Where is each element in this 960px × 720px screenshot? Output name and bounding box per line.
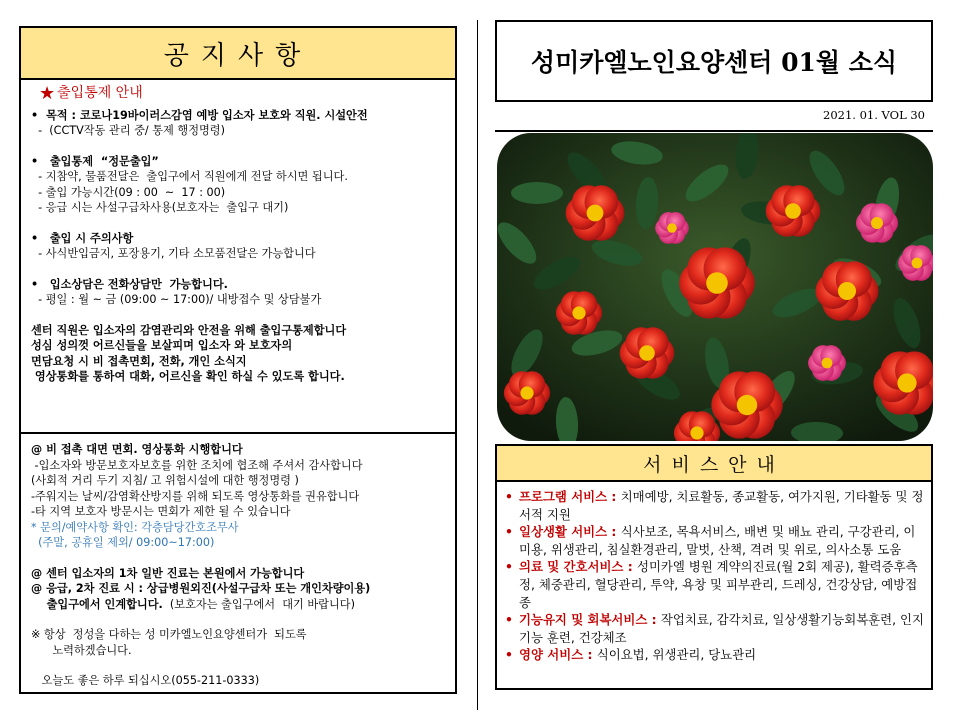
notice-line: (사회적 거리 두기 지침/ 고 위험시설에 대한 행정명령 ): [31, 474, 299, 487]
service-name: 일상생활 서비스: [519, 524, 608, 540]
camellia-flower: [504, 371, 550, 415]
service-name: 프로그램 서비스: [519, 489, 608, 504]
notice-line-bold: 출입구에서 인계합니다.: [31, 597, 163, 611]
notice-line: 면담요청 시 비 접촉면회, 전화, 개인 소식지: [31, 354, 247, 368]
line-gap: [31, 216, 451, 231]
notice-lines-2: [31, 442, 455, 689]
service-description: 치매예방, 치료활동, 종교활동, 여가지원, 기타활동 및 정서적 지원: [519, 489, 924, 522]
notice-line: [31, 597, 455, 613]
notice-line: -타 지역 보호자 방문시는 면회가 제한 될 수 있습니다: [31, 505, 291, 518]
volume-label: 2021. 01. VOL 30: [823, 108, 925, 122]
notice-line: - 출입 가능시간(09 : 00 ~ 17 : 00): [31, 185, 226, 199]
service-separator: :: [607, 524, 621, 540]
notice-line: -주워지는 날씨/감염확산방지를 위해 되도록 영상통화를 권유합니다: [31, 489, 360, 503]
notice-line: ※ 항상 정성을 다하는 성 미카엘노인요양센터가 되도록: [31, 628, 307, 641]
leaf: [511, 182, 563, 204]
notice-line: * 문의/예약사항 확인: 각층담당간호조무사: [31, 520, 239, 534]
camellia-flower: [620, 327, 675, 378]
service-description: 식사보조, 목욕서비스, 배변 및 배뇨 관리, 구강관리, 이미용, 위생관리, 침실환경관리, 말벗, 산책, 격려 및 위로, 의사소통 도움: [519, 524, 916, 557]
bullet-icon: •: [505, 524, 513, 540]
service-item: [505, 488, 925, 523]
notice-line: @ 비 접촉 대면 면회. 영상통화 시행합니다: [31, 443, 243, 456]
notice-line: - 지참약, 물품전달은 출입구에서 직원에게 전달 하시면 됩니다.: [31, 170, 348, 183]
bullet-icon: •: [505, 489, 513, 504]
notice-body: [31, 83, 451, 385]
notice-line: • 입소상담은 전화상담만 가능합니다.: [31, 277, 228, 291]
camellia-flower: [816, 261, 879, 320]
notice-line: - (CCTV작동 관리 중/ 통제 행정명령): [31, 124, 225, 137]
service-description: 작업치료, 감각치료, 일상생활기능회복훈련, 인지 기능 훈련, 건강체조: [519, 612, 924, 645]
service-separator: :: [583, 647, 597, 663]
notice-line: • 목적 : 코로나19바이러스감염 예방 입소자 보호와 직원. 시설안전: [31, 108, 368, 122]
line-gap: [31, 308, 451, 323]
section-title-label: 출입통제 안내: [57, 85, 143, 101]
services-list: [505, 488, 925, 664]
notice-line: 센터 직원은 입소자의 감염관리와 안전을 위해 출입구통제합니다: [31, 323, 347, 337]
line-gap: [31, 658, 455, 673]
service-name: 의료 및 간호서비스: [519, 559, 624, 575]
service-separator: :: [607, 489, 621, 504]
bullet-icon: •: [505, 647, 513, 663]
camellia-photo: [497, 133, 933, 441]
camellia-flower: [711, 371, 782, 438]
camellia-illustration: [497, 133, 933, 441]
notice-line: 노력하겠습니다.: [31, 643, 132, 657]
service-item: [505, 523, 925, 558]
title-rule: [495, 130, 933, 132]
line-gap: [31, 262, 451, 277]
notice-line: - 평일 : 월 ~ 금 (09:00 ~ 17:00)/ 내방접수 및 상담불가: [31, 293, 322, 306]
line-gap: [31, 139, 451, 154]
service-item: [505, 558, 925, 611]
notice-line: -입소자와 방문보호자보호를 위한 조치에 협조해 주셔서 감사합니다: [31, 458, 363, 472]
service-description: 성미카엘 병원 계약의진료(월 2회 제공), 활력증후측정, 체중관리, 혈당관리, 투약, 욕창 및 피부관리, 드레싱, 건강상담, 예방접종: [519, 559, 918, 610]
notice-line: @ 센터 입소자의 1차 일반 진료는 본원에서 가능합니다: [31, 566, 305, 580]
camellia-flower: [679, 247, 755, 318]
notice-line: 영상통화를 통하여 대화, 어르신을 확인 하실 수 있도록 합니다.: [31, 370, 345, 383]
notice-line-rest: (보호자는 출입구에서 대기 바랍니다): [162, 597, 355, 611]
service-separator: :: [623, 559, 637, 575]
camellia-flower: [856, 203, 898, 243]
column-divider: [477, 20, 478, 710]
notice-line: 오늘도 좋은 하루 되십시오(055-211-0333): [31, 674, 260, 687]
section-title: [39, 83, 451, 104]
service-item: [505, 611, 925, 646]
notice-divider: [21, 432, 455, 434]
service-name: 기능유지 및 회복서비스: [519, 612, 648, 628]
notice-line: • 출입 시 주의사항: [31, 231, 134, 245]
service-description: 식이요법, 위생관리, 당뇨관리: [596, 647, 757, 663]
newsletter-title: 성미카엘노인요양센터 01월 소식: [495, 20, 933, 102]
service-separator: :: [647, 612, 661, 628]
notice-panel: [19, 26, 457, 694]
notice-line: • 출입통제 “정문출입”: [31, 154, 159, 168]
camellia-flower: [766, 185, 821, 236]
camellia-flower: [808, 345, 846, 381]
notice-line: - 응급 시는 사설구급차사용(보호자는 출입구 대기): [31, 201, 289, 214]
notice-body-2: [31, 442, 455, 689]
services-box: [495, 444, 933, 690]
line-gap: [31, 612, 455, 627]
star-icon: ★: [39, 83, 56, 104]
notice-header: 공지사항: [21, 28, 455, 80]
camellia-flower: [556, 291, 602, 335]
bullet-icon: •: [505, 559, 513, 575]
notice-line: 성심 성의껏 어르신들을 보살피며 입소자 와 보호자의: [31, 339, 293, 352]
notice-line: (주말, 공휴일 제외/ 09:00~17:00): [31, 536, 215, 549]
bullet-icon: •: [505, 612, 513, 628]
service-item: [505, 646, 925, 664]
camellia-flower: [566, 185, 625, 240]
notice-lines: [31, 108, 451, 385]
notice-line: - 사식반입금지, 포장용기, 기타 소모품전달은 가능합니다: [31, 247, 316, 260]
line-gap: [31, 551, 455, 566]
notice-line: @ 응급, 2차 진료 시 : 상급병원외진(사설구급차 또는 개인차량이용): [31, 582, 371, 595]
services-header: 서비스안내: [497, 446, 931, 482]
camellia-flower: [655, 212, 689, 244]
service-name: 영양 서비스: [519, 647, 584, 663]
